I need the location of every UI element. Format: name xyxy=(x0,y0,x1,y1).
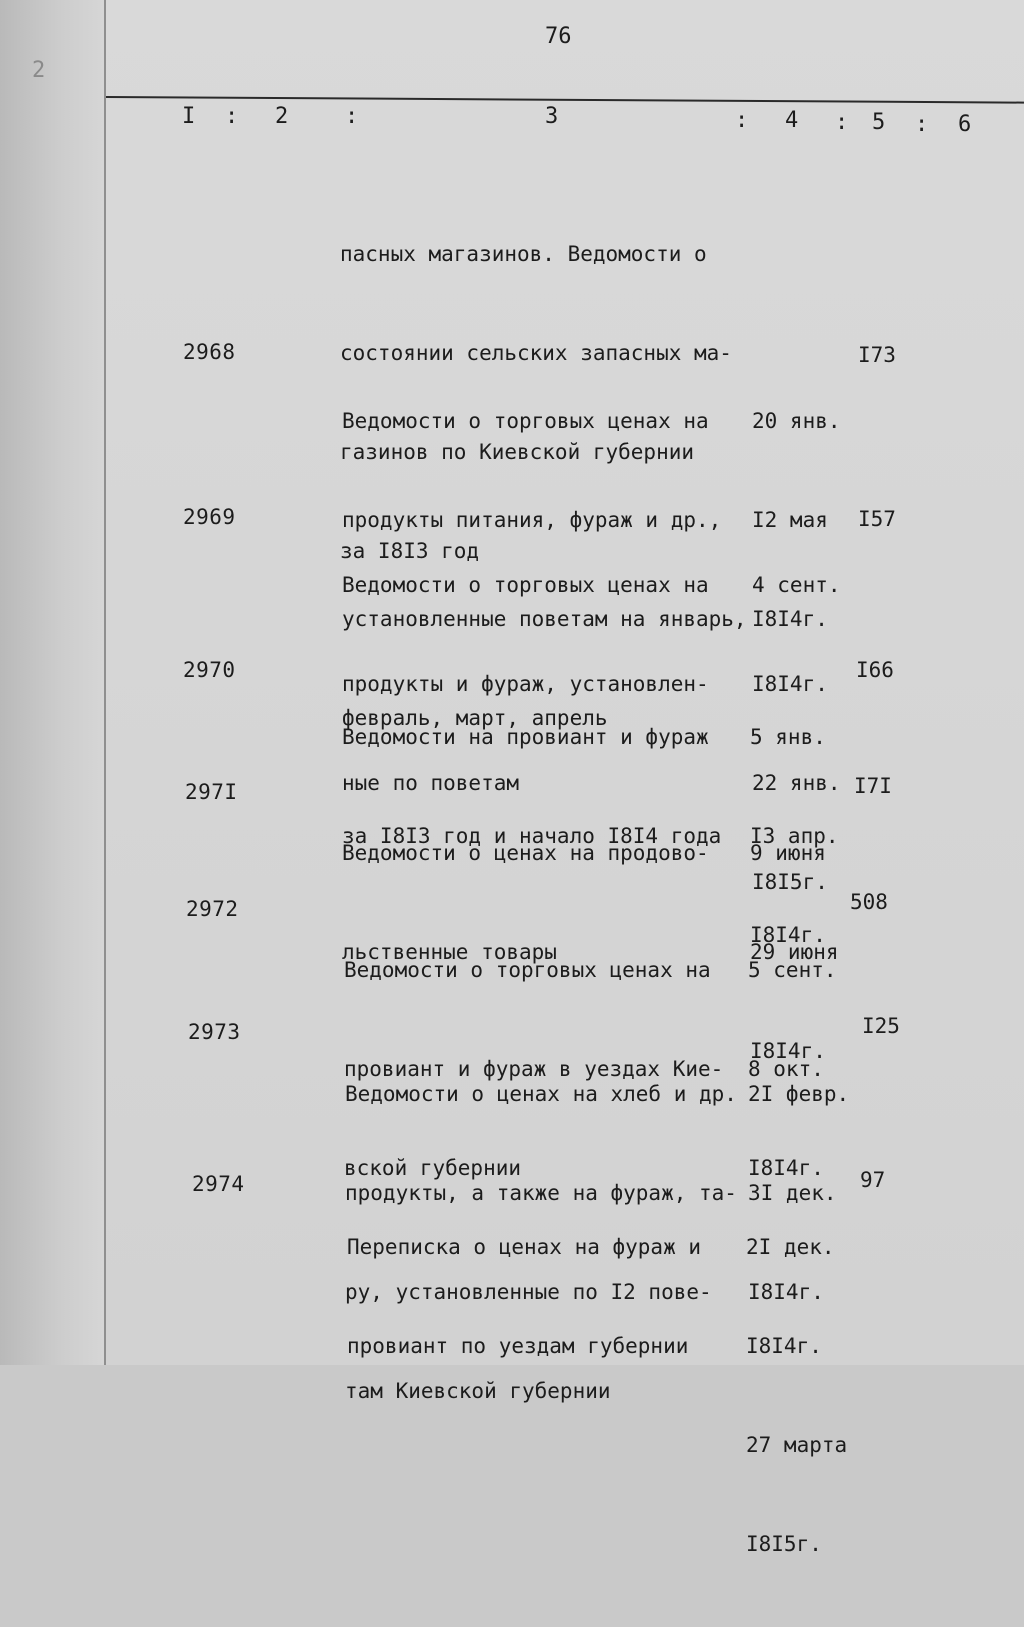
binding-margin xyxy=(0,0,106,1365)
entry-dates: 2I февр. 3I дек. I8I4г. xyxy=(748,1082,850,1304)
entry-number: 2974 xyxy=(192,1172,245,1196)
entry-description: Ведомости о торговых ценах на продукты и фураж, установлен- ные по поветам xyxy=(342,573,709,795)
entry-description: Ведомости о ценах на продово- льственные товары xyxy=(342,841,709,964)
entry-dates: 9 июня 29 июня I8I4г. xyxy=(750,841,839,1063)
entry-dates: 4 сент. I8I4г. 22 янв. I8I5г. xyxy=(752,573,841,894)
entry-number: 2973 xyxy=(188,1020,241,1044)
entry-sheet-count: I7I xyxy=(854,774,892,798)
entry-sheet-count: 508 xyxy=(850,890,888,914)
header-sep-4: : xyxy=(835,110,849,135)
header-col-6: 6 xyxy=(958,112,972,137)
entry-sheet-count: I73 xyxy=(858,343,896,367)
entry-description: Ведомости о торговых ценах на продукты питания, фураж и др., установленные поветам на январь, февраль, март, апрель xyxy=(342,409,747,730)
entry-number: 2969 xyxy=(183,505,236,529)
header-sep-3: : xyxy=(735,108,749,133)
entry-description: Переписка о ценах на фураж и провиант по уездам губернии xyxy=(347,1235,702,1358)
entry-number: 297I xyxy=(185,780,238,804)
header-col-1: I xyxy=(182,104,196,129)
entry-dates: 2I дек. I8I4г. 27 марта I8I5г. xyxy=(746,1235,848,1556)
entry-description: Ведомости на провиант и фураж за I8I3 год и начало I8I4 года xyxy=(342,725,722,848)
entry-number: 2972 xyxy=(186,897,239,921)
binding-page-number: 2 xyxy=(32,58,46,83)
entry-dates: 5 янв. I3 апр. I8I4г. xyxy=(750,725,839,947)
header-col-4: 4 xyxy=(785,108,799,133)
page-number: 76 xyxy=(545,24,572,49)
header-col-5: 5 xyxy=(872,110,886,135)
header-col-3: 3 xyxy=(545,104,559,129)
header-sep-1: : xyxy=(225,104,239,129)
entry-dates: 5 сент. 8 окт. I8I4г. xyxy=(748,958,837,1180)
header-sep-2: : xyxy=(345,104,359,129)
entry-dates: 20 янв. I2 мая I8I4г. xyxy=(752,409,841,631)
entry-sheet-count: I25 xyxy=(862,1014,900,1038)
header-col-2: 2 xyxy=(275,104,289,129)
entry-description: Ведомости о торговых ценах на провиант и фураж в уездах Кие- вской губернии xyxy=(344,958,724,1180)
entry-number: 2968 xyxy=(183,340,236,364)
entry-sheet-count: 97 xyxy=(860,1168,886,1192)
header-sep-5: : xyxy=(915,112,929,137)
entry-sheet-count: I66 xyxy=(856,658,894,682)
entry-description: пасных магазинов. Ведомости о состоянии сельских запасных ма- газинов по Киевской губернии за I8I3 год xyxy=(340,242,732,563)
entry-number: 2970 xyxy=(183,658,236,682)
entry-description: Ведомости о ценах на хлеб и др. продукты, а также на фураж, та- ру, установленные по I2 пове- там Киевской губернии xyxy=(345,1082,737,1403)
entry-sheet-count: I57 xyxy=(858,507,896,531)
